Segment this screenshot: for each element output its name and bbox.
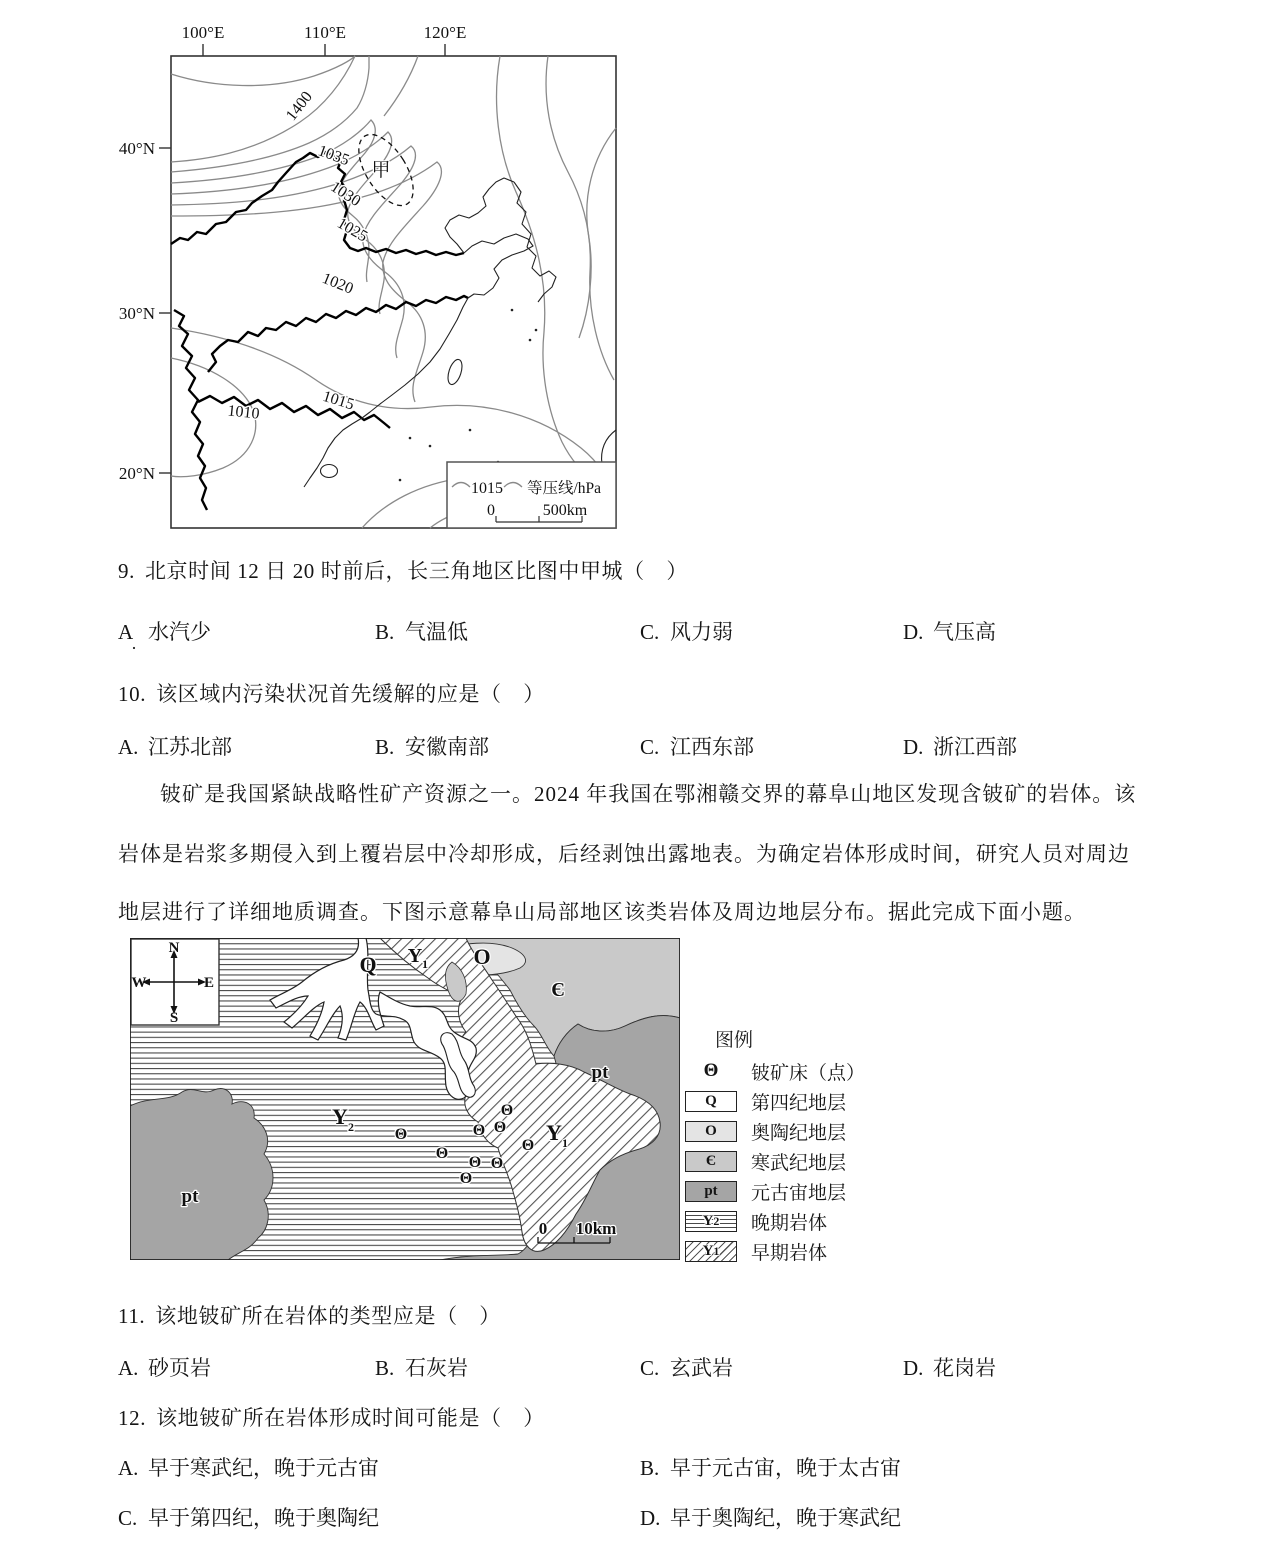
geo-legend-row-proterozoic bbox=[685, 1176, 1005, 1206]
q9-option-a-text: 水汽少 bbox=[148, 620, 211, 644]
ordovician-swatch: O bbox=[685, 1121, 737, 1142]
label-proterozoic-right: pt bbox=[591, 1062, 609, 1083]
q11-option-c-text: 玄武岩 bbox=[670, 1356, 733, 1380]
q9-option-a-letter: A bbox=[118, 620, 134, 644]
geo-legend-row-early-intrusion bbox=[685, 1236, 1005, 1266]
compass-w: W bbox=[131, 975, 147, 991]
city-jia-label: 甲 bbox=[371, 160, 391, 181]
isobar-label-1035: 1035 bbox=[315, 142, 352, 170]
geo-legend bbox=[685, 1026, 1005, 1266]
q10-option-d bbox=[903, 731, 1017, 761]
question-11-number: 11. bbox=[118, 1304, 146, 1328]
isobar-label-1400: 1400 bbox=[282, 88, 317, 125]
lat-label-20n: 20°N bbox=[118, 464, 155, 483]
geo-legend-title: 图例 bbox=[715, 1030, 754, 1051]
geo-legend-row-ordovician bbox=[685, 1116, 1005, 1146]
q12-option-b-text: 早于元古宙，晚于太古宙 bbox=[670, 1456, 901, 1480]
label-quaternary: Q bbox=[359, 952, 377, 977]
theta-icon: Θ bbox=[703, 1060, 719, 1081]
lon-label-120e: 120°E bbox=[423, 23, 467, 42]
legend-scale-max: 500km bbox=[542, 502, 588, 519]
lat-label-30n: 30°N bbox=[118, 304, 155, 323]
geo-legend-label: 铍矿床（点） bbox=[751, 1062, 866, 1084]
q10-option-b-letter: B. bbox=[375, 735, 395, 759]
late-intrusion-symbol: Y bbox=[702, 1212, 714, 1229]
q9-option-d bbox=[903, 616, 996, 646]
q10-option-d-letter: D. bbox=[903, 735, 924, 759]
q9-option-c-text: 风力弱 bbox=[670, 620, 733, 644]
q10-option-c-letter: C. bbox=[640, 735, 660, 759]
isobar-label-1015: 1015 bbox=[320, 387, 357, 414]
q12-option-d bbox=[640, 1502, 901, 1532]
label-y1-right-sub: 1 bbox=[562, 1136, 568, 1150]
geo-legend-label: 早期岩体 bbox=[751, 1242, 828, 1264]
beryllium-deposit-symbol: Θ bbox=[490, 1155, 504, 1172]
q11-option-b bbox=[375, 1352, 468, 1382]
q9-option-b-letter: B. bbox=[375, 620, 395, 644]
isobar-label-1010: 1010 bbox=[226, 402, 261, 423]
geo-legend-label: 元古宙地层 bbox=[751, 1182, 847, 1204]
proterozoic-region-left bbox=[130, 1089, 273, 1260]
geo-legend-row-quaternary bbox=[685, 1086, 1005, 1116]
label-cambrian: Є bbox=[551, 979, 565, 1001]
question-9-text: 北京时间 12 日 20 时前后，长三角地区比图中甲城（ ） bbox=[144, 559, 688, 583]
beryllium-deposit-symbol: Θ bbox=[472, 1122, 486, 1139]
cambrian-swatch: Є bbox=[685, 1151, 737, 1172]
proterozoic-swatch: pt bbox=[685, 1181, 737, 1202]
q9-option-b-text: 气温低 bbox=[405, 620, 468, 644]
stray-dot-mark: · bbox=[131, 638, 137, 658]
question-12 bbox=[118, 1402, 545, 1432]
q12-option-d-text: 早于奥陶纪，晚于寒武纪 bbox=[670, 1506, 901, 1530]
passage-line-3: 地层进行了详细地质调查。下图示意幕阜山局部地区该类岩体及周边地层分布。据此完成下面小题。 bbox=[118, 900, 1086, 924]
quaternary-swatch: Q bbox=[685, 1091, 737, 1112]
beryllium-deposit-symbol: Θ bbox=[521, 1137, 535, 1154]
passage-line-2: 岩体是岩浆多期侵入到上覆岩层中冷却形成，后经剥蚀出露地表。为确定岩体形成时间，研究人员对周边 bbox=[118, 842, 1130, 866]
beryllium-deposit-symbol: Θ bbox=[435, 1145, 449, 1162]
geo-legend-row-cambrian bbox=[685, 1146, 1005, 1176]
pressure-map-legend bbox=[447, 462, 616, 528]
label-y1-top: Y bbox=[407, 945, 423, 967]
question-11-text: 该地铍矿所在岩体的类型应是（ ） bbox=[155, 1304, 501, 1328]
lat-label-40n: 40°N bbox=[118, 139, 155, 158]
q10-option-a-text: 江苏北部 bbox=[148, 735, 232, 759]
question-10 bbox=[118, 678, 545, 708]
q10-option-b bbox=[375, 731, 489, 761]
early-intrusion-symbol-sub: 1 bbox=[713, 1243, 720, 1258]
q12-option-d-letter: D. bbox=[640, 1506, 661, 1530]
passage-line-1: 铍矿是我国紧缺战略性矿产资源之一。2024 年我国在鄂湘赣交界的幕阜山地区发现含铍矿的岩体。该 bbox=[160, 782, 1137, 806]
q11-option-b-text: 石灰岩 bbox=[405, 1356, 468, 1380]
question-10-text: 该区域内污染状况首先缓解的应是（ ） bbox=[156, 682, 545, 706]
q11-option-c bbox=[640, 1352, 733, 1382]
beryllium-deposit-symbol: Θ bbox=[394, 1126, 408, 1143]
q12-option-c-text: 早于第四纪，晚于奥陶纪 bbox=[148, 1506, 379, 1530]
legend-isobar-text: 等压线/hPa bbox=[527, 480, 602, 497]
q12-option-b bbox=[640, 1452, 901, 1482]
label-y1-top-sub: 1 bbox=[422, 957, 428, 971]
q10-option-d-text: 浙江西部 bbox=[933, 735, 1017, 759]
geo-scale-max: 10km bbox=[575, 1219, 617, 1238]
q10-option-b-text: 安徽南部 bbox=[405, 735, 489, 759]
q12-option-a bbox=[118, 1452, 379, 1482]
isobar-label-1030: 1030 bbox=[327, 178, 364, 211]
label-y1-right: Y bbox=[546, 1120, 562, 1145]
geo-legend-label: 奥陶纪地层 bbox=[751, 1122, 847, 1144]
early-intrusion-symbol: Y bbox=[702, 1242, 714, 1259]
q11-option-a bbox=[118, 1352, 211, 1382]
geo-legend-label: 晚期岩体 bbox=[751, 1212, 828, 1234]
q9-option-c bbox=[640, 616, 733, 646]
question-12-text: 该地铍矿所在岩体形成时间可能是（ ） bbox=[156, 1406, 545, 1430]
q11-option-d bbox=[903, 1352, 996, 1382]
q11-option-c-letter: C. bbox=[640, 1356, 660, 1380]
q12-option-b-letter: B. bbox=[640, 1456, 660, 1480]
pressure-map-figure bbox=[100, 10, 680, 540]
late-intrusion-swatch bbox=[685, 1211, 737, 1232]
compass-n: N bbox=[168, 940, 180, 956]
q12-option-c bbox=[118, 1502, 379, 1532]
geo-legend-label: 第四纪地层 bbox=[751, 1092, 847, 1114]
q12-option-a-letter: A. bbox=[118, 1456, 139, 1480]
q10-option-c-text: 江西东部 bbox=[670, 735, 754, 759]
legend-scale-zero: 0 bbox=[487, 502, 495, 519]
isobar-label-1020: 1020 bbox=[319, 269, 356, 298]
q11-option-a-letter: A. bbox=[118, 1356, 139, 1380]
compass-s: S bbox=[169, 1010, 179, 1026]
question-9 bbox=[118, 555, 688, 585]
q12-option-a-text: 早于寒武纪，晚于元古宙 bbox=[148, 1456, 379, 1480]
question-9-number: 9. bbox=[118, 559, 135, 583]
q11-option-d-letter: D. bbox=[903, 1356, 924, 1380]
q12-option-c-letter: C. bbox=[118, 1506, 138, 1530]
q10-option-a bbox=[118, 731, 232, 761]
geological-map-figure bbox=[130, 938, 680, 1260]
isobar-label-1025: 1025 bbox=[334, 214, 371, 246]
legend-line-value: 1015 bbox=[471, 480, 503, 497]
map-frame bbox=[171, 56, 616, 528]
label-y2: Y bbox=[332, 1104, 348, 1129]
q9-option-d-text: 气压高 bbox=[933, 620, 996, 644]
beryllium-deposit-symbol: Θ bbox=[468, 1154, 482, 1171]
label-y2-sub: 2 bbox=[348, 1120, 354, 1134]
beryllium-deposit-symbol: Θ bbox=[500, 1102, 514, 1119]
q11-option-b-letter: B. bbox=[375, 1356, 395, 1380]
late-intrusion-symbol-sub: 2 bbox=[713, 1213, 720, 1228]
compass-e: E bbox=[203, 975, 215, 991]
q9-option-d-letter: D. bbox=[903, 620, 924, 644]
label-ordovician: O bbox=[473, 944, 491, 969]
q11-option-a-text: 砂页岩 bbox=[148, 1356, 211, 1380]
q9-option-b bbox=[375, 616, 468, 646]
geo-legend-row-late-intrusion bbox=[685, 1206, 1005, 1236]
beryllium-deposit-symbol: Θ bbox=[493, 1119, 507, 1136]
geo-legend-row-beryllium bbox=[685, 1056, 1005, 1086]
compass-rose bbox=[131, 939, 219, 1026]
lon-label-100e: 100°E bbox=[181, 23, 225, 42]
geo-scale-zero: 0 bbox=[538, 1219, 548, 1238]
early-intrusion-swatch bbox=[685, 1241, 737, 1262]
lon-label-110e: 110°E bbox=[303, 23, 347, 42]
q11-option-d-text: 花岗岩 bbox=[933, 1356, 996, 1380]
geo-legend-label: 寒武纪地层 bbox=[751, 1152, 847, 1174]
q9-option-c-letter: C. bbox=[640, 620, 660, 644]
question-12-number: 12. bbox=[118, 1406, 147, 1430]
q10-option-a-letter: A. bbox=[118, 735, 139, 759]
beryllium-deposit-symbol: Θ bbox=[459, 1170, 473, 1187]
question-10-number: 10. bbox=[118, 682, 147, 706]
question-11 bbox=[118, 1300, 501, 1330]
q10-option-c bbox=[640, 731, 754, 761]
label-proterozoic-left: pt bbox=[181, 1186, 199, 1207]
